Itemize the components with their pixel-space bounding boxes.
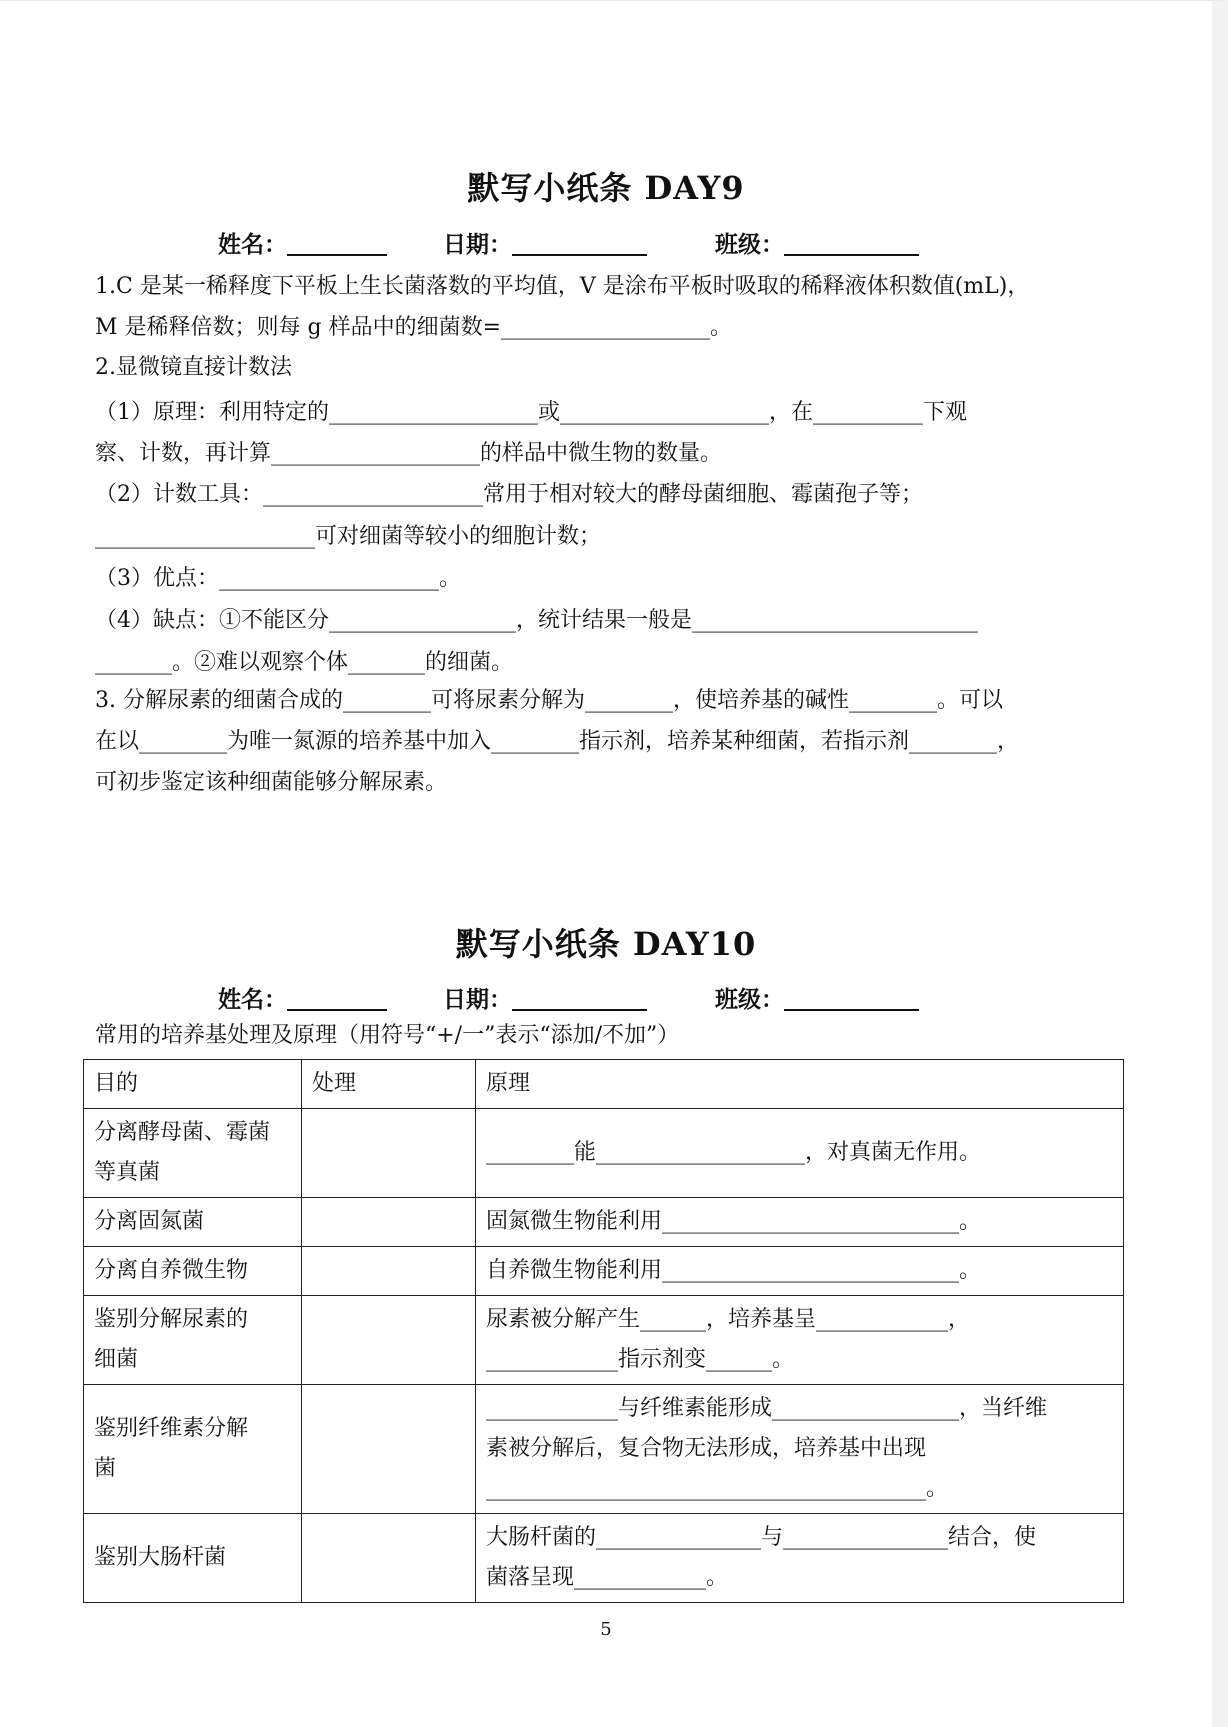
- cell-treatment: [302, 1385, 476, 1514]
- day10-intro: 常用的培养基处理及原理（用符号“+/一”表示“添加/不加”）: [95, 1023, 680, 1048]
- day10-date-field: [443, 981, 647, 1014]
- table-row: [84, 1247, 1124, 1296]
- day9-class-field: [715, 226, 919, 259]
- table-row: [84, 1514, 1124, 1603]
- name-label: 姓名：: [218, 986, 287, 1013]
- cell-treatment: [302, 1109, 476, 1198]
- cell-purpose: 分离固氮菌: [84, 1198, 302, 1247]
- table-row: [84, 1296, 1124, 1385]
- class-blank: [784, 230, 919, 256]
- day9-line: 2.显微镜直接计数法: [95, 355, 292, 380]
- name-label: 姓名：: [218, 231, 287, 258]
- header-purpose: 目的: [84, 1060, 302, 1109]
- day9-line: （2）计数工具：____________________常用于相对较大的酵母菌细胞、霉菌孢子等；: [95, 482, 923, 507]
- table-row: [84, 1109, 1124, 1198]
- day9-line: （3）优点：____________________。: [95, 566, 461, 591]
- class-label: 班级：: [715, 986, 784, 1013]
- day9-line: 1.C 是某一稀释度下平板上生长菌落数的平均值，V 是涂布平板时吸取的稀释液体积数值(mL)，: [95, 274, 1030, 299]
- day9-line: M 是稀释倍数；则每 g 样品中的细菌数=___________________。: [95, 315, 733, 340]
- day9-line: 察、计数，再计算___________________的样品中微生物的数量。: [95, 441, 723, 466]
- date-label: 日期：: [443, 986, 512, 1013]
- name-blank: [287, 985, 387, 1011]
- cell-principle: 尿素被分解产生______，培养基呈____________， ____________指示剂变______。: [476, 1296, 1124, 1385]
- day10-class-field: [715, 981, 919, 1014]
- table-header-row: [84, 1060, 1124, 1109]
- day9-line: ____________________可对细菌等较小的细胞计数；: [95, 524, 602, 549]
- day9-title: 默写小纸条 DAY9: [467, 169, 745, 207]
- class-blank: [784, 985, 919, 1011]
- cell-purpose: 分离自养微生物: [84, 1247, 302, 1296]
- day9-line: 3. 分解尿素的细菌合成的________可将尿素分解为________，使培养基的碱性________。可以: [95, 688, 1003, 713]
- day9-name-field: [218, 226, 387, 259]
- date-blank: [512, 985, 647, 1011]
- cell-principle: 大肠杆菌的_______________与_______________结合，使 菌落呈现____________。: [476, 1514, 1124, 1603]
- header-treatment: 处理: [302, 1060, 476, 1109]
- day9-date-field: [443, 226, 647, 259]
- cell-principle: 固氮微生物能利用___________________________。: [476, 1198, 1124, 1247]
- table-row: [84, 1385, 1124, 1514]
- day10-name-field: [218, 981, 387, 1014]
- date-blank: [512, 230, 647, 256]
- cell-purpose: 鉴别纤维素分解 菌: [84, 1385, 302, 1514]
- page-number: 5: [600, 1619, 612, 1640]
- cell-principle: ________能___________________，对真菌无作用。: [476, 1109, 1124, 1198]
- header-principle: 原理: [476, 1060, 1124, 1109]
- cell-treatment: [302, 1296, 476, 1385]
- culture-medium-table: [83, 1059, 1124, 1603]
- class-label: 班级：: [715, 231, 784, 258]
- day9-line: _______。②难以观察个体_______的细菌。: [95, 650, 514, 675]
- day9-line: 在以________为唯一氮源的培养基中加入________指示剂，培养某种细菌，若指示剂________，: [95, 729, 1020, 754]
- name-blank: [287, 230, 387, 256]
- day9-line: （4）缺点：①不能区分_________________，统计结果一般是__________________________: [95, 608, 978, 633]
- cell-principle: ____________与纤维素能形成_________________，当纤维 素被分解后，复合物无法形成，培养基中出现 ________________________________________。: [476, 1385, 1124, 1514]
- cell-purpose: 分离酵母菌、霉菌 等真菌: [84, 1109, 302, 1198]
- day10-title: 默写小纸条 DAY10: [455, 925, 757, 963]
- day9-line: 可初步鉴定该种细菌能够分解尿素。: [95, 770, 448, 795]
- cell-treatment: [302, 1198, 476, 1247]
- cell-treatment: [302, 1514, 476, 1603]
- cell-principle: 自养微生物能利用___________________________。: [476, 1247, 1124, 1296]
- cell-treatment: [302, 1247, 476, 1296]
- date-label: 日期：: [443, 231, 512, 258]
- cell-purpose: 鉴别大肠杆菌: [84, 1514, 302, 1603]
- table-row: [84, 1198, 1124, 1247]
- cell-purpose: 鉴别分解尿素的 细菌: [84, 1296, 302, 1385]
- day9-line: （1）原理：利用特定的___________________或___________________，在__________下观: [95, 400, 967, 425]
